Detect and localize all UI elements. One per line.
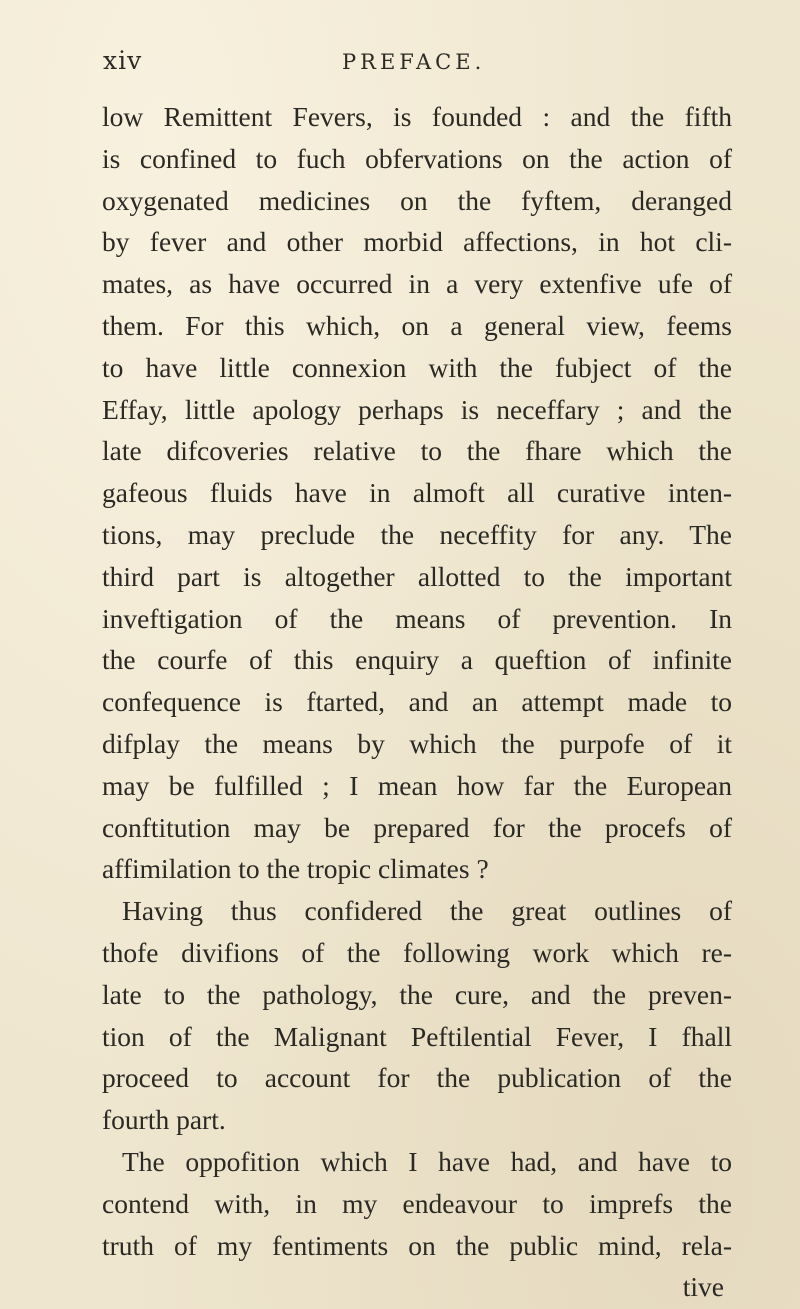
text-line: by fever and other morbid affections, in hot cli-	[102, 226, 732, 258]
text-line: them. For this which, on a general view, feems	[102, 309, 732, 341]
text-line: confequence is ftarted, and an attempt made to	[102, 686, 732, 718]
running-head: PREFACE.	[342, 50, 486, 74]
text-line: truth of my fentiments on the public mind, rela-	[102, 1229, 732, 1261]
text-line: proceed to account for the publication of the	[102, 1062, 732, 1094]
text-line: mates, as have occurred in a very extenfive ufe of	[102, 268, 732, 300]
text-line: may be fulfilled ; I mean how far the European	[102, 769, 732, 801]
text-line: low Remittent Fevers, is founded : and the fifth	[102, 101, 732, 132]
text-line: third part is altogether allotted to the important	[102, 560, 732, 592]
text-line: contend with, in my endeavour to imprefs the	[102, 1187, 732, 1219]
text-line: the courfe of this enquiry a queftion of infinite	[102, 644, 732, 676]
text-line: is confined to fuch obfervations on the action of	[102, 142, 732, 174]
text-line: conftitution may be prepared for the procefs of	[102, 811, 732, 843]
page-number: xiv	[103, 46, 143, 75]
text-line: Having thus confidered the great outlines of	[122, 895, 732, 927]
text-line: to have little connexion with the fubject of the	[102, 351, 732, 383]
body-text	[102, 96, 732, 1308]
text-line: tion of the Malignant Peftilential Fever, I fhall	[102, 1020, 732, 1052]
text-line: inveftigation of the means of prevention. In	[102, 602, 732, 634]
text-line: tions, may preclude the neceffity for any. The	[102, 518, 732, 550]
text-line: fourth part.	[102, 1104, 226, 1136]
text-line: The oppofition which I have had, and have to	[122, 1145, 732, 1177]
text-line: late difcoveries relative to the fhare which the	[102, 435, 732, 467]
text-line: thofe divifions of the following work which re-	[102, 936, 732, 968]
text-line: oxygenated medicines on the fyftem, deranged	[102, 184, 732, 216]
text-line: late to the pathology, the cure, and the preven-	[102, 978, 732, 1010]
text-line: gafeous fluids have in almoft all curative inten-	[102, 477, 732, 509]
page-header	[0, 46, 800, 86]
text-line: difplay the means by which the purpofe of it	[102, 727, 732, 759]
text-line: affimilation to the tropic climates ?	[102, 853, 489, 885]
text-line: Effay, little apology perhaps is neceffary ; and the	[102, 393, 732, 425]
catchword: tive	[682, 1271, 724, 1303]
